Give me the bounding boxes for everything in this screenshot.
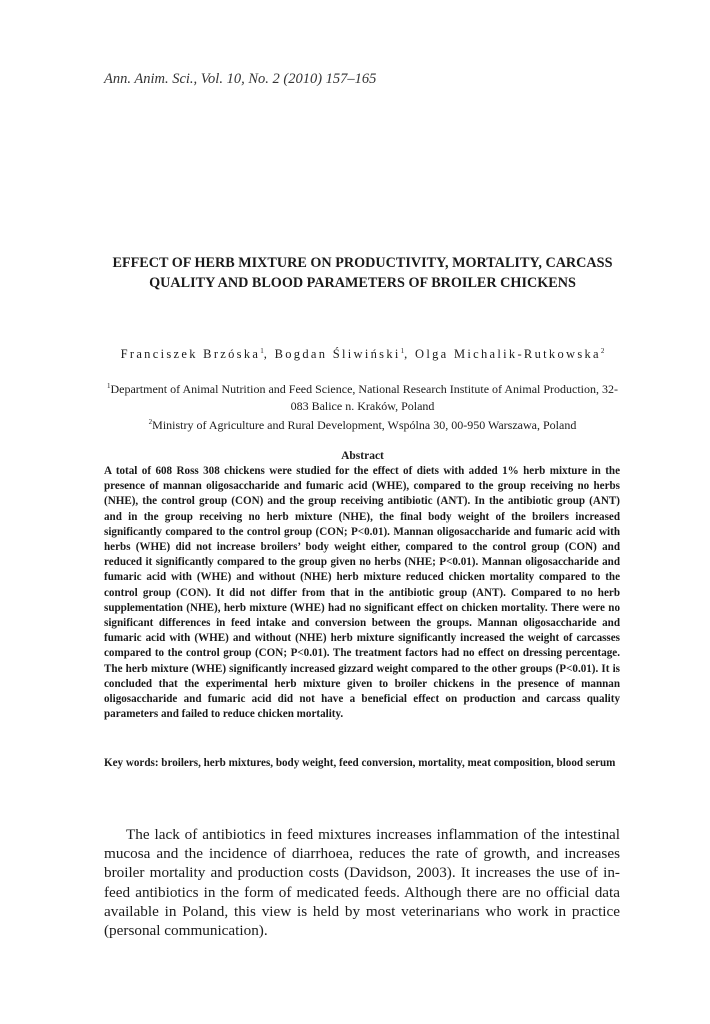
author-affiliation-mark: 2 — [600, 347, 605, 355]
affiliation-mark: 1 — [106, 382, 111, 390]
author-list: Franciszek Brzóska$^1$, Bogdan Śliwiński$^1$, Olga Michalik-Rutkowska$^2$ — [120, 347, 605, 362]
abstract-text: A total of 608 Ross 308 chickens were studied for the effect of diets with added 1% herb mixture in the presence of mannan oligosaccharide and fumaric acid (WHE), compared to the group receiving no herbs (NHE), the control group (CON) and the group receiving antibiotic (ANT). In the antibiotic group (ANT) and in the group receiving no herb mixture (NHE), the final body weight of the broilers increased significantly compared to the control group (CON; P<0.01). Mannan oligosaccharide and fumaric acid with herbs (WHE) did not increase broilers’ body weight either, compared to the control group (CON) and reduced it significantly compared to the group given no herbs (NHE; P<0.01). Mannan oligosaccharide and fumaric acid with (WHE) and without (NHE) herb mixture reduced chicken mortality compared to the control group (CON). It did not differ from that in the antibiotic group (ANT). Compared to no herb supplementation (NHE), herb mixture (WHE) had no significant effect on chicken mortality. There were no significant differences in feed intake and conversion between the groups. Mannan oligosaccharide and fumaric acid with (WHE) and without (NHE) herb mixture significantly increased the weight of carcasses compared to the control group (CON; P<0.01). The treatment factors had no effect on dressing percentage. The herb mixture (WHE) significantly increased gizzard weight compared to the other groups (P<0.01). It is concluded that the experimental herb mixture given to broiler chickens in the presence of mannan oligosaccharide and fumaric acid did not have a beneficial effect on production and carcass quality parameters and failed to reduce chicken mortality. — [104, 465, 620, 721]
affiliation-mark: 2 — [148, 418, 153, 426]
affiliation-text: Department of Animal Nutrition and Feed Science, National Research Institute of Animal Production, 32-083 Balice n. Kraków, Poland — [110, 382, 619, 413]
author-affiliation-mark: 1 — [260, 347, 264, 355]
abstract-heading: Abstract — [341, 450, 384, 462]
author-name: Franciszek Brzóska — [120, 347, 261, 362]
author-name: Olga Michalik-Rutkowska — [415, 347, 601, 362]
journal-citation: Ann. Anim. Sci., Vol. 10, No. 2 (2010) 157–165 — [104, 71, 377, 87]
affiliations — [100, 378, 625, 434]
affiliation-text: Ministry of Agriculture and Rural Development, Wspólna 30, 00-950 Warszawa, Poland — [152, 418, 577, 432]
body-paragraph: The lack of antibiotics in feed mixtures increases inflammation of the intestinal mucosa and the incidence of diarrhoea, reduces the rate of growth, and increases broiler mortality and production costs (Davidson, 2003). It increases the use of in-feed antibiotics in the form of medicated feeds. Although there are no official data available in Poland, this view is held by most veterinarians who work in practice (personal communication). — [104, 826, 620, 940]
keywords: Key words: broilers, herb mixtures, body weight, feed conversion, mortality, meat composition, blood serum — [104, 757, 616, 769]
affiliation-2 — [100, 414, 625, 434]
author-affiliation-mark: 1 — [400, 347, 405, 355]
author-name: Bogdan Śliwiński — [274, 347, 401, 362]
paper-title: EFFECT OF HERB MIXTURE ON PRODUCTIVITY, MORTALITY, CARCASS QUALITY AND BLOOD PARAMETERS OF BROILER CHICKENS — [112, 255, 613, 291]
affiliation-1 — [100, 378, 625, 414]
